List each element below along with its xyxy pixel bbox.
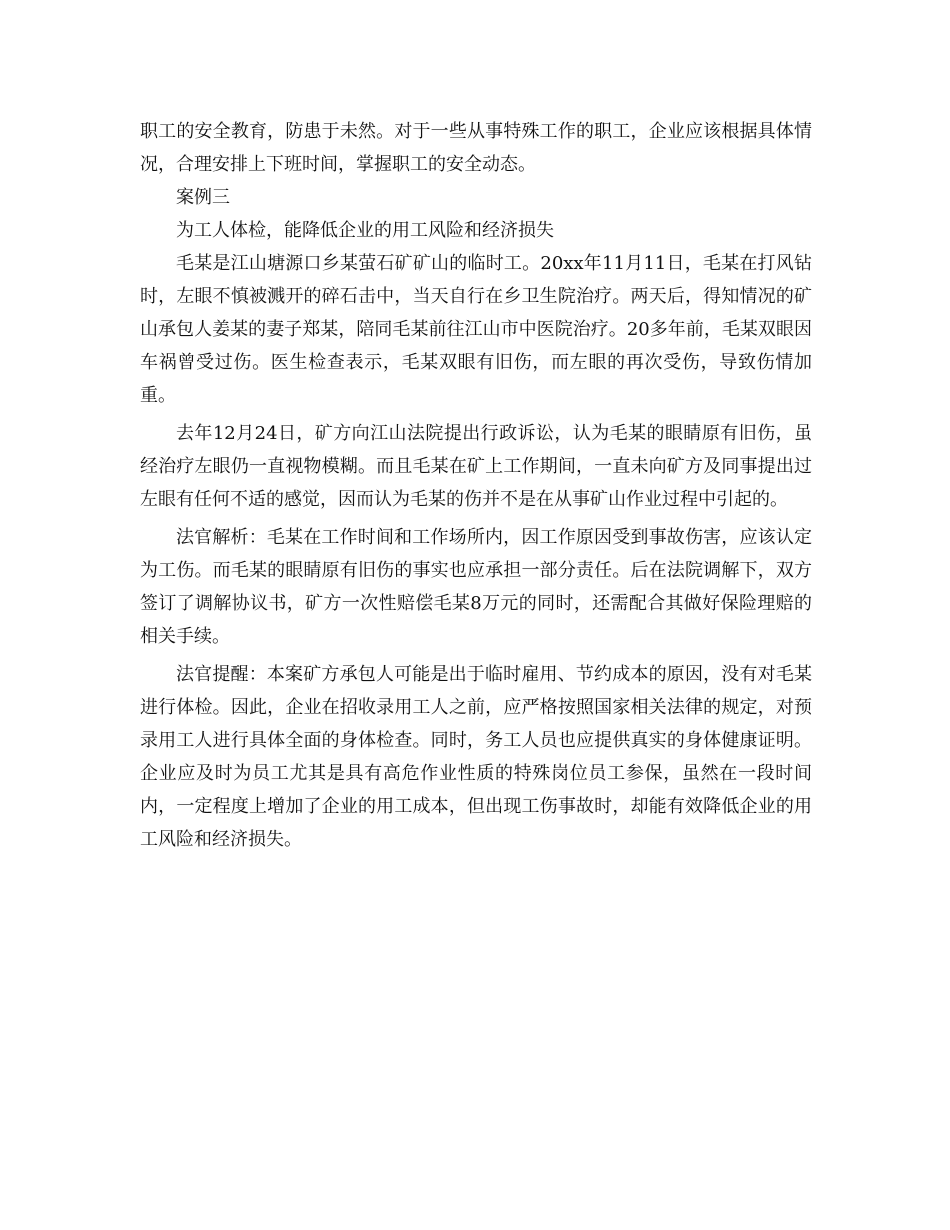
case-subtitle: 为工人体检，能降低企业的用工风险和经济损失 xyxy=(176,220,554,241)
paragraph-case-facts: 毛某是江山塘源口乡某萤石矿矿山的临时工。20xx年11月11日，毛某在打风钻时，左眼不慎被溅开的碎石击中，当天自行在乡卫生院治疗。两天后，得知情况的矿山承包人姜某的妻子郑某，陪同毛某前往江山市中医院治疗。20多年前，毛某双眼因车祸曾受过伤。医生检查表示，毛某双眼有旧伤，而左眼的再次受伤，导致伤情加重。 xyxy=(140,253,812,406)
paragraph-judge-analysis: 法官解析：毛某在工作时间和工作场所内，因工作原因受到事故伤害，应该认定为工伤。而毛某的眼睛原有旧伤的事实也应承担一部分责任。后在法院调解下，双方签订了调解协议书，矿方一次性赔偿毛某8万元的同时，还需配合其做好保险理赔的相关手续。 xyxy=(140,527,812,647)
paragraph-continuation: 职工的安全教育，防患于未然。对于一些从事特殊工作的职工，企业应该根据具体情况，合理安排上下班时间，掌握职工的安全动态。 xyxy=(140,121,812,175)
paragraph-lawsuit: 去年12月24日，矿方向江山法院提出行政诉讼，认为毛某的眼睛原有旧伤，虽经治疗左眼仍一直视物模糊。而且毛某在矿上工作期间，一直未向矿方及同事提出过左眼有任何不适的感觉，因而认为毛某的伤并不是在从事矿山作业过程中引起的。 xyxy=(140,423,812,510)
paragraph-judge-reminder: 法官提醒：本案矿方承包人可能是出于临时雇用、节约成本的原因，没有对毛某进行体检。因此，企业在招收录用工人之前，应严格按照国家相关法律的规定，对预录用工人进行具体全面的身体检查。同时，务工人员也应提供真实的身体健康证明。企业应及时为员工尤其是具有高危作业性质的特殊岗位员工参保，虽然在一段时间内，一定程度上增加了企业的用工成本，但出现工伤事故时，却能有效降低企业的用工风险和经济损失。 xyxy=(140,664,812,850)
case-heading: 案例三 xyxy=(176,187,230,208)
document-body xyxy=(140,115,812,856)
